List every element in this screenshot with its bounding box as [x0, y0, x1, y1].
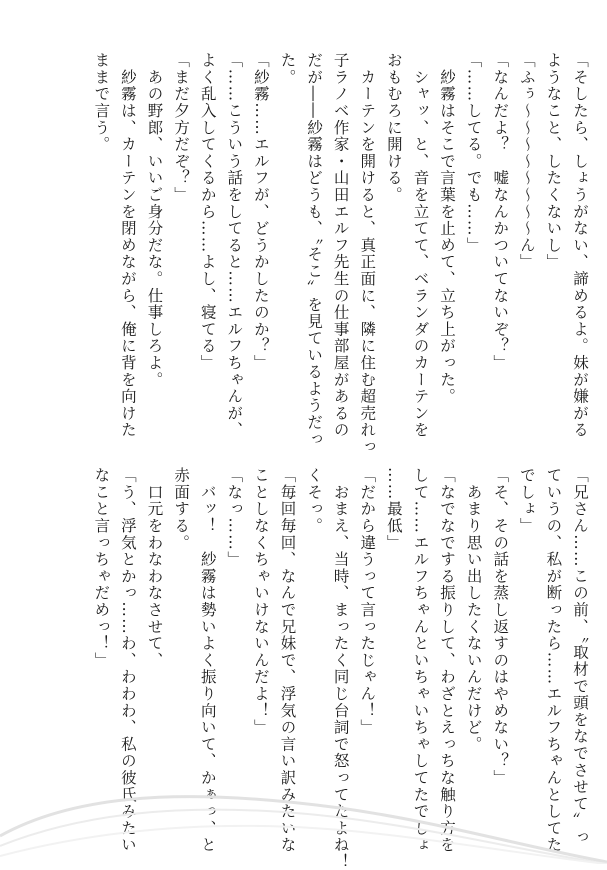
text-line: 「そしたら、しょうがない、諦めるよ。妹が嫌がる — [571, 52, 589, 439]
text-line: 「……してる。でも……」 — [464, 52, 483, 254]
text-line: ……最低」 — [384, 467, 403, 551]
text-line: 「まだ夕方だぞ？」 — [172, 52, 191, 204]
text-line: ことしなくちゃいけないんだよ！」 — [251, 467, 270, 736]
text-line: 口元をわなわなさせて、 — [145, 467, 164, 669]
text-line: 「う、浮気とかっ……わ、わわわ、私の彼氏みたい — [118, 467, 137, 854]
text-line: ままで言う。 — [92, 52, 111, 153]
text-line: 「兄さん……この前、〝取材で頭をなでさせて〟っ — [571, 467, 589, 846]
text-line: でしょ」 — [517, 467, 536, 535]
text-line: して……エルフちゃんといちゃいちゃしてたでしょ — [411, 467, 430, 854]
text-line: 子ラノベ作家・山田エルフ先生の仕事部屋があるの — [331, 52, 350, 439]
text-line: あの野郎、いいご身分だな。仕事しろよ。 — [145, 52, 164, 388]
text-line: くそっ。 — [305, 467, 324, 535]
text-block-top — [33, 52, 593, 456]
text-line: だが――紗霧はどうも、〝そこ〟を見ているようだっ — [305, 52, 324, 448]
text-line: 「なんだよ？ 嘘なんかついてないぞ？」 — [491, 52, 510, 372]
text-line: 「なっ……」 — [225, 467, 244, 568]
text-line: ようなこと、したくないし」 — [544, 52, 563, 271]
text-line: 赤面する。 — [172, 467, 191, 551]
text-line: 紗霧はそこで言葉を止めて、立ち上がった。 — [438, 52, 457, 405]
text-line: バッ！ 紗霧は勢いよく振り向いて、かぁっ、と — [198, 467, 217, 854]
text-line: 「そ、その話を蒸し返すのはやめない？」 — [491, 467, 510, 787]
text-line: なこと言っちゃだめっ！」 — [92, 467, 111, 669]
text-block-bottom — [33, 467, 593, 870]
text-line: おまえ、当時、まったく同じ台詞で怒ってたよね！ — [331, 467, 350, 870]
text-line: 「紗霧……エルフが、どうかしたのか？」 — [251, 52, 270, 372]
text-line: よく乱入してくるから……よし、寝てる」 — [198, 52, 217, 372]
text-line: 紗霧は、カーテンを閉めながら、俺に背を向けた — [118, 52, 137, 439]
text-line: おもむろに開ける。 — [384, 52, 403, 204]
text-line: た。 — [278, 52, 297, 86]
decorative-swoosh — [0, 774, 607, 864]
text-line: あまり思い出したくないんだけど。 — [464, 467, 483, 753]
text-line: 「毎回毎回、なんで兄妹で、浮気の言い訳みたいな — [278, 467, 297, 854]
text-line: 「なでなでする振りして、わざとえっちな触り方を — [438, 467, 457, 854]
text-line: 「ふぅ～～～～～～～～ん」 — [517, 52, 536, 271]
text-line: ていうの、私が断ったら……エルフちゃんとしてた — [544, 467, 563, 854]
text-line: 「……こういう話をしてると……エルフちゃんが、 — [225, 52, 244, 439]
text-line: カーテンを開けると、真正面に、隣に住む超売れっ — [358, 52, 377, 456]
text-line: 「だから違うって言ったじゃん！」 — [358, 467, 377, 736]
text-line: シャッ、と、音を立てて、ベランダのカーテンを — [411, 52, 430, 439]
